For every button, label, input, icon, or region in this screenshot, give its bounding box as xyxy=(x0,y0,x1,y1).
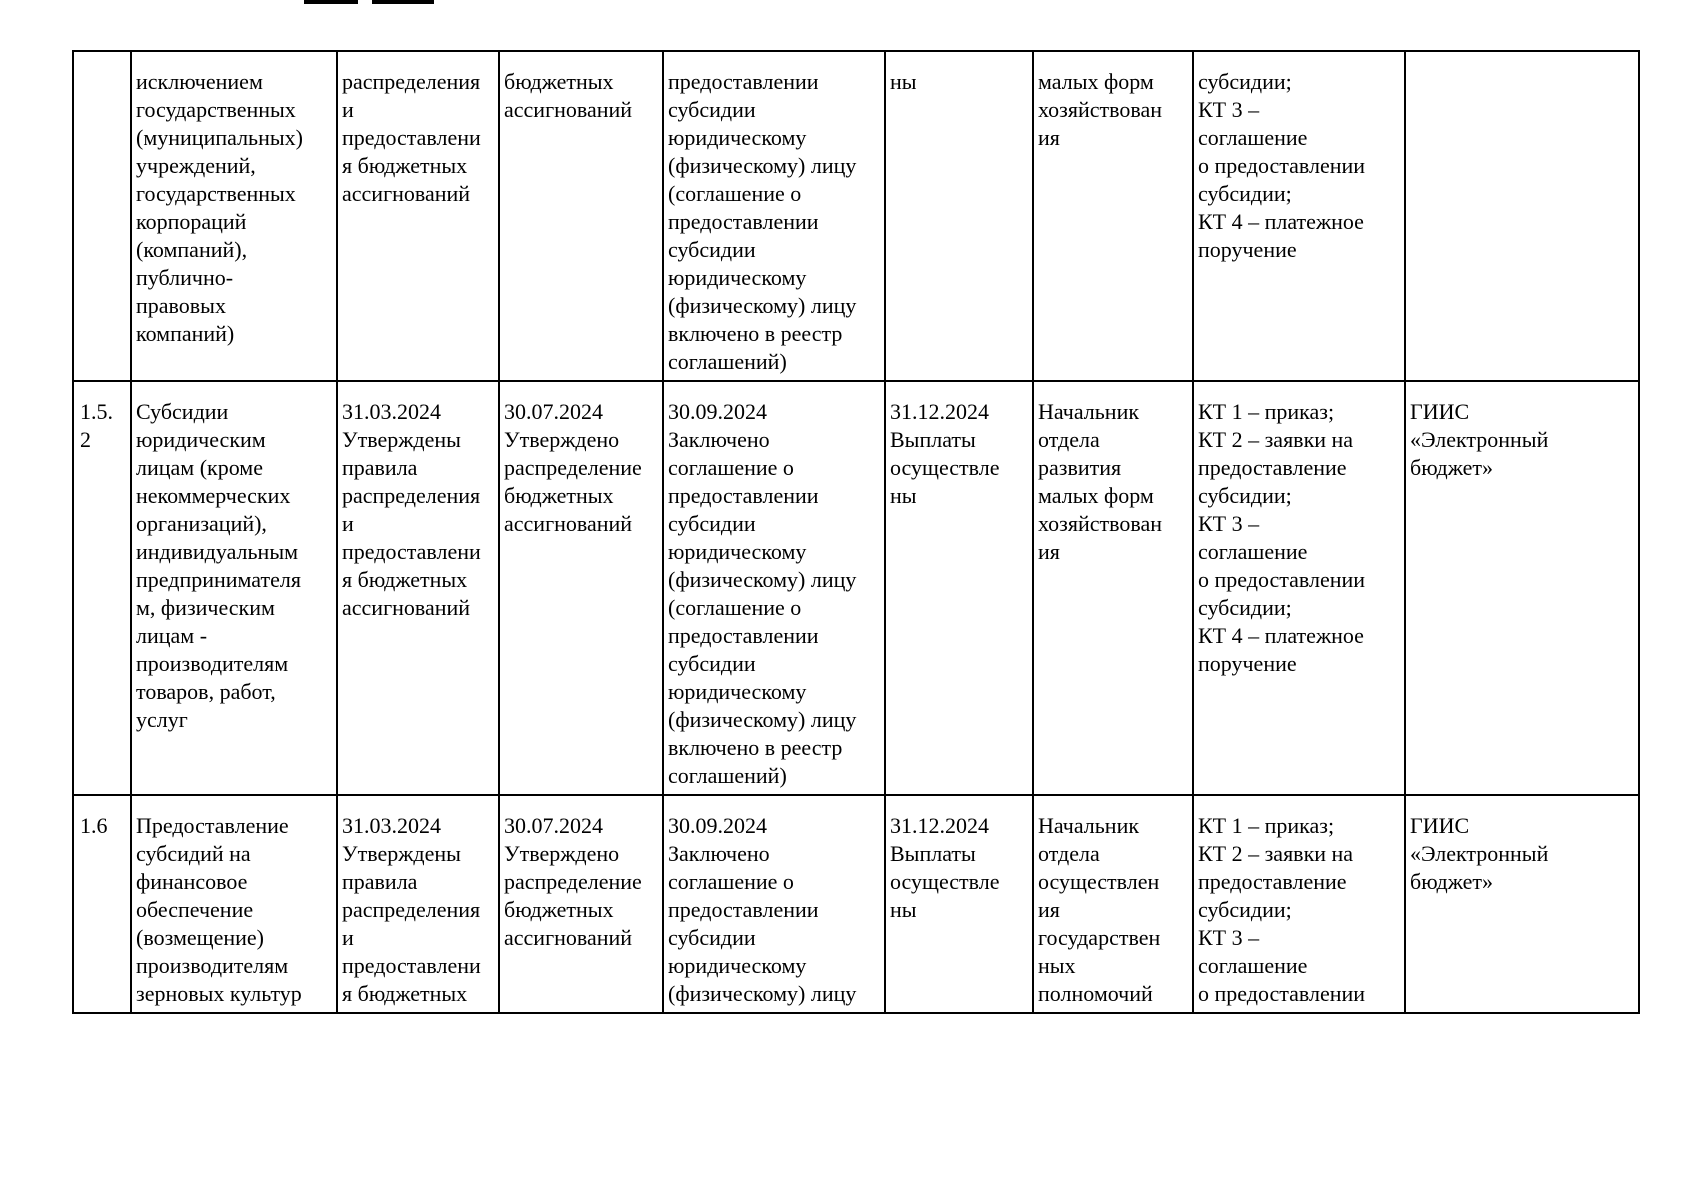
cell-responsible: Начальник отдела осуществлен ия государствен ных полномочий xyxy=(1033,795,1193,1013)
cell-information-system: ГИИС «Электронный бюджет» xyxy=(1405,381,1639,795)
cell-number: 1.5. 2 xyxy=(73,381,131,795)
table-row xyxy=(73,795,1639,1013)
cell-confirming-documents: КТ 1 – приказ; КТ 2 – заявки на предоставление субсидии; КТ 3 – соглашение о предоставлении субсидии; КТ 4 – платежное поручение xyxy=(1193,381,1405,795)
table-row xyxy=(73,51,1639,381)
cell-information-system: ГИИС «Электронный бюджет» xyxy=(1405,795,1639,1013)
cell-confirming-documents: КТ 1 – приказ; КТ 2 – заявки на предоставление субсидии; КТ 3 – соглашение о предоставлении xyxy=(1193,795,1405,1013)
cell-event-name: Предоставление субсидий на финансовое обеспечение (возмещение) производителям зерновых культур xyxy=(131,795,337,1013)
cell-control-point-3: 30.09.2024 Заключено соглашение о предоставлении субсидии юридическому (физическому) лицу xyxy=(663,795,885,1013)
cell-number xyxy=(73,51,131,381)
cell-control-point-1: 31.03.2024 Утверждены правила распределения и предоставлени я бюджетных ассигнований xyxy=(337,381,499,795)
cell-information-system xyxy=(1405,51,1639,381)
cell-control-point-3: предоставлении субсидии юридическому (физическому) лицу (соглашение о предоставлении субсидии юридическому (физическому) лицу включено в реестр соглашений) xyxy=(663,51,885,381)
scan-mark-left xyxy=(304,0,358,4)
scan-mark-right xyxy=(372,0,434,4)
cell-control-point-3: 30.09.2024 Заключено соглашение о предоставлении субсидии юридическому (физическому) лицу (соглашение о предоставлении субсидии юридическому (физическому) лицу включено в реестр соглашений) xyxy=(663,381,885,795)
table-row xyxy=(73,381,1639,795)
cell-control-point-1: распределения и предоставлени я бюджетных ассигнований xyxy=(337,51,499,381)
control-points-table xyxy=(72,50,1640,1014)
cell-control-point-2: бюджетных ассигнований xyxy=(499,51,663,381)
cell-control-point-2: 30.07.2024 Утверждено распределение бюджетных ассигнований xyxy=(499,795,663,1013)
cell-control-point-1: 31.03.2024 Утверждены правила распределения и предоставлени я бюджетных xyxy=(337,795,499,1013)
cell-responsible: малых форм хозяйствован ия xyxy=(1033,51,1193,381)
cell-result: 31.12.2024 Выплаты осуществле ны xyxy=(885,381,1033,795)
cell-event-name: исключением государственных (муниципальных) учреждений, государственных корпораций (компаний), публично- правовых компаний) xyxy=(131,51,337,381)
cell-number: 1.6 xyxy=(73,795,131,1013)
cell-result: 31.12.2024 Выплаты осуществле ны xyxy=(885,795,1033,1013)
cell-confirming-documents: субсидии; КТ 3 – соглашение о предоставлении субсидии; КТ 4 – платежное поручение xyxy=(1193,51,1405,381)
cell-control-point-2: 30.07.2024 Утверждено распределение бюджетных ассигнований xyxy=(499,381,663,795)
cell-event-name: Субсидии юридическим лицам (кроме некоммерческих организаций), индивидуальным предпринимателя м, физическим лицам - производителям товаров, работ, услуг xyxy=(131,381,337,795)
cell-responsible: Начальник отдела развития малых форм хозяйствован ия xyxy=(1033,381,1193,795)
cell-result: ны xyxy=(885,51,1033,381)
